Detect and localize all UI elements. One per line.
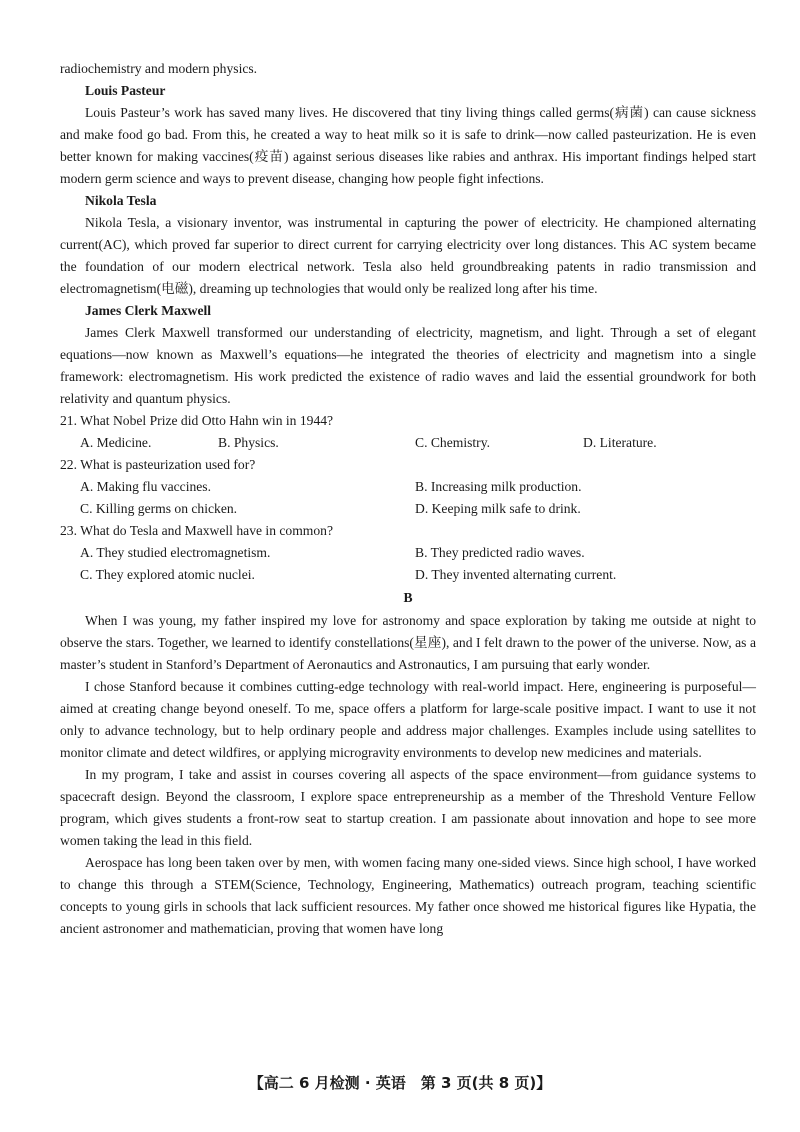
answer-options-row2	[60, 498, 756, 520]
maxwell-heading: James Clerk Maxwell	[85, 303, 212, 318]
answer-options	[60, 432, 756, 454]
question-stem: 21. What Nobel Prize did Otto Hahn win in 1944?	[60, 413, 334, 428]
option-b: B. Increasing milk production.	[415, 479, 582, 494]
option-a: A. Medicine.	[80, 435, 152, 450]
option-a: A. They studied electromagnetism.	[80, 545, 271, 560]
option-d: D. They invented alternating current.	[415, 567, 617, 582]
exam-page	[60, 58, 756, 940]
answer-options-row1	[60, 542, 756, 564]
question-stem: 22. What is pasteurization used for?	[60, 457, 256, 472]
option-a: A. Making flu vaccines.	[80, 479, 211, 494]
passage-b-paragraph-4: Aerospace has long been taken over by men, with women facing many one-sided views. Since high school, I have worked to change this through a STEM(Science, Technology, Engineering, Mathematics) outreach program, teaching scientific concepts to young girls in schools that lack sufficient resources. My father once showed me historical figures like Hypatia, the ancient astronomer and mathematician, proving that women have long	[60, 855, 756, 936]
question-23	[60, 520, 756, 586]
section-b-label: B	[403, 590, 413, 605]
option-c: C. Killing germs on chicken.	[80, 501, 238, 516]
intro-tail-text: radiochemistry and modern physics.	[60, 61, 258, 76]
option-c: C. Chemistry.	[415, 435, 491, 450]
pasteur-heading: Louis Pasteur	[85, 83, 166, 98]
option-d: D. Keeping milk safe to drink.	[415, 501, 581, 516]
option-d: D. Literature.	[583, 435, 657, 450]
passage-b-paragraph-3: In my program, I take and assist in courses covering all aspects of the space environment—from guidance systems to spacecraft design. Beyond the classroom, I explore space entrepreneurship as a member of the Threshold Venture Fellow program, which gives students a front-row seat to startup creation. I am passionate about innovation and hope to see more women taking the lead in this field.	[60, 767, 756, 848]
maxwell-paragraph: James Clerk Maxwell transformed our understanding of electricity, magnetism, and light. Through a set of elegant equations—now known as Maxwell’s equations—he integrated the theories of electricity and magnetism into a single framework: electromagnetism. His work predicted the existence of radio waves and laid the essential groundwork for both relativity and quantum physics.	[60, 325, 756, 406]
option-c: C. They explored atomic nuclei.	[80, 567, 255, 582]
answer-options-row2	[60, 564, 756, 586]
passage-b-paragraph-2: I chose Stanford because it combines cutting-edge technology with real-world impact. Here, engineering is purposeful—aimed at creating change beyond oneself. To me, space offers a platform for large-scale positive impact. I want to use it not only to advance technology, but to help ordinary people and address major challenges. Examples include using satellites to monitor climate and detect wildfires, or applying microgravity environments to develop new medicines and materials.	[60, 679, 756, 760]
answer-options-row1	[60, 476, 756, 498]
tesla-heading: Nikola Tesla	[85, 193, 157, 208]
option-b: B. They predicted radio waves.	[415, 545, 585, 560]
passage-b-paragraph-1: When I was young, my father inspired my love for astronomy and space exploration by taking me outside at night to observe the stars. Together, we learned to identify constellations(星座), and I felt drawn to the power of the universe. Now, as a master’s student in Stanford’s Department of Aeronautics and Astronautics, I am pursuing that early wonder.	[60, 613, 756, 672]
question-21	[60, 410, 756, 454]
option-b: B. Physics.	[218, 435, 279, 450]
pasteur-paragraph: Louis Pasteur’s work has saved many lives. He discovered that tiny living things called germs(病菌) can cause sickness and make food go bad. From this, he created a way to heat milk so it is safe to drink—now called pasteurization. He is even better known for making vaccines(疫苗) against serious diseases like rabies and anthrax. His important findings helped start modern germ science and ways to prevent disease, changing how people fight infections.	[60, 105, 756, 186]
page-footer: 【高二 6 月检测 · 英语 第 3 页(共 8 页)】	[248, 1074, 552, 1092]
question-stem: 23. What do Tesla and Maxwell have in common?	[60, 523, 333, 538]
question-22	[60, 454, 756, 520]
tesla-paragraph: Nikola Tesla, a visionary inventor, was instrumental in capturing the power of electricity. He championed alternating current(AC), which proved far superior to direct current for carrying electricity over long distances. This AC system became the foundation of our modern electrical network. Tesla also held groundbreaking patents in radio transmission and electromagnetism(电磁), dreaming up technologies that would only be realized long after his time.	[60, 215, 756, 296]
